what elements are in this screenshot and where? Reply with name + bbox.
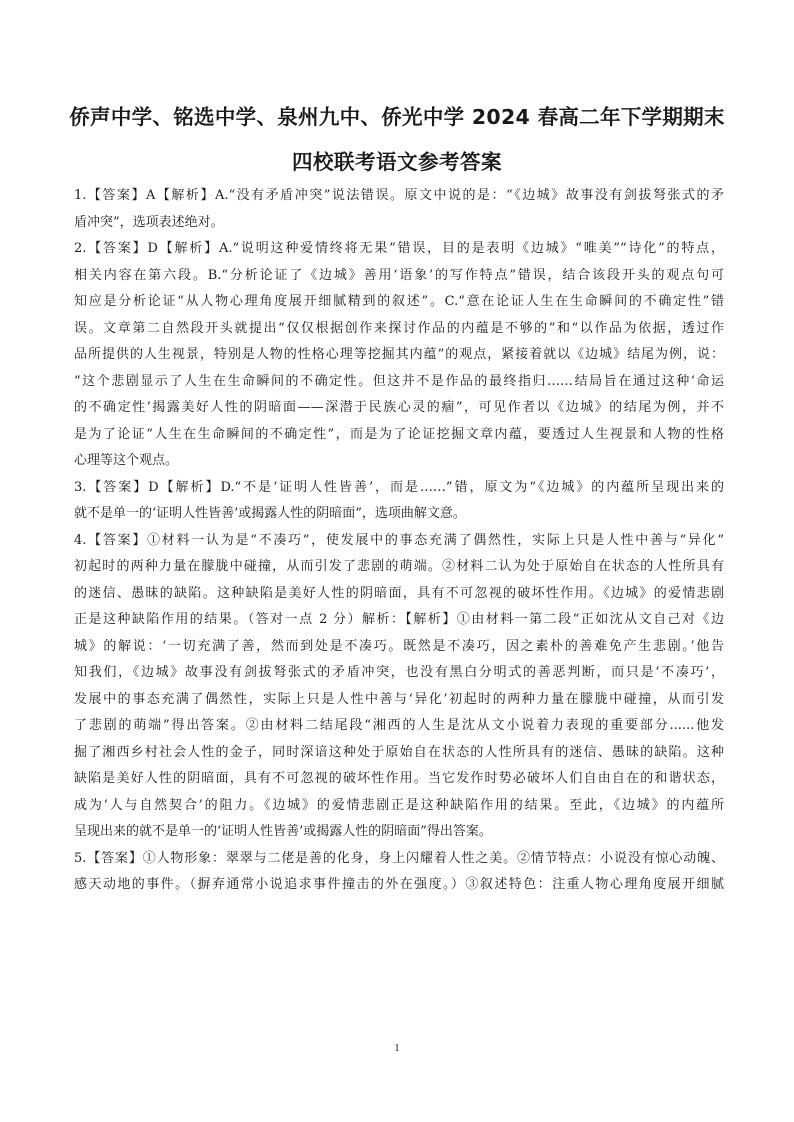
text-line: 了悲剧的萌端”得出答案。②由材料二结尾段“湘西的人生是沈从文小说着力表现的重要部分......他发 bbox=[74, 718, 724, 733]
text-line: 缺陷是美好人性的阴暗面，具有不可忽视的破坏性作用。当它发作时势必破坏人们自由自在的和谐状态， bbox=[74, 771, 724, 786]
text-line: 3.【答案】D【解析】D.“不是‘证明人性皆善’，而是……”错，原文为“《边城》的内蕴所呈现出来的 bbox=[74, 479, 724, 495]
text-line: 是为了论证“人生在生命瞬间的不确定性”，而是为了论证挖掘文章内蕴，要透过人生视景和人物的性格 bbox=[74, 426, 724, 442]
text-line: “这个悲剧显示了人生在生命瞬间的不确定性。但这并不是作品的最终指归……结局旨在通过这种‘命运 bbox=[74, 373, 724, 389]
text-line: 知应是分析论证“从人物心理角度展开细腻精到的叙述”。C.“意在论证人生在生命瞬间的不确定性”错 bbox=[74, 294, 724, 309]
answer-list bbox=[74, 183, 724, 899]
text-line: 成为‘人与自然契合’的阻力。《边城》的爱情悲剧正是这种缺陷作用的结果。至此，《边城》的内蕴所 bbox=[74, 797, 724, 813]
text-line: 4.【答案】①材料一认为是“不凑巧”，使发展中的事态充满了偶然性，实际上只是人性中善与“异化” bbox=[74, 532, 724, 548]
text-line: 的不确定性’揭露美好人性的阴暗面——深潜于民族心灵的痼”，可见作者以《边城》的结尾为例，并不 bbox=[74, 400, 724, 415]
page-number: 1 bbox=[394, 1042, 400, 1054]
answer-item-3 bbox=[74, 475, 724, 528]
document-title: 侨声中学、铭选中学、泉州九中、侨光中学 2024 春高二年下学期期末 bbox=[69, 105, 725, 129]
text-line: 掘了湘西乡村社会人性的金子，同时深谙这种处于原始自在状态的人性所具有的迷信、愚昧的缺陷。这种 bbox=[74, 744, 724, 760]
text-line: 相关内容在第六段。B.“分析论证了《边城》善用‘语象’的写作特点”错误，结合该段开头的观点句可 bbox=[74, 267, 724, 283]
text-line: 2.【答案】D【解析】A.“说明这种爱情终将无果”错误，目的是表明《边城》“唯美”“诗化”的特点， bbox=[74, 241, 724, 256]
text-line: 心理等这个观点。 bbox=[74, 453, 179, 468]
text-line: 的迷信、愚昧的缺陷。这种缺陷是美好人性的阴暗面，具有不可忽视的破坏性作用。《边城》的爱情悲剧 bbox=[74, 585, 724, 601]
answer-item-5 bbox=[74, 846, 724, 899]
answer-item-1 bbox=[74, 183, 724, 236]
text-line: 发展中的事态充满了偶然性，实际上只是人性中善与‘异化’初起时的两种力量在朦胧中碰撞，从而引发 bbox=[74, 691, 724, 707]
text-line: 1.【答案】A【解析】A.“没有矛盾冲突”说法错误。原文中说的是：“《边城》故事没有剑拔弩张式的矛 bbox=[74, 188, 724, 203]
text-line: 知我们，《边城》故事没有剑拔弩张式的矛盾冲突，也没有黑白分明式的善恶判断，而只是‘不凑巧’， bbox=[74, 665, 724, 680]
text-line: 5.【答案】①人物形象：翠翠与二佬是善的化身，身上闪耀着人性之美。②情节特点：小说没有惊心动魄、 bbox=[74, 850, 724, 866]
text-line: 呈现出来的就不是单一的‘证明人性皆善’或揭露人性的阴暗面”得出答案。 bbox=[74, 824, 492, 839]
document-subtitle: 四校联考语文参考答案 bbox=[292, 150, 502, 174]
text-line: 盾冲突”，选项表述绝对。 bbox=[74, 214, 224, 230]
answer-item-4 bbox=[74, 528, 724, 846]
text-line: 就不是单一的‘证明人性皆善’或揭露人性的阴暗面”，选项曲解文意。 bbox=[74, 506, 466, 521]
answer-item-2 bbox=[74, 236, 724, 475]
text-line: 初起时的两种力量在朦胧中碰撞，从而引发了悲剧的萌端。②材料二认为处于原始自在状态的人性所具有 bbox=[74, 559, 724, 574]
text-line: 城》的解说：‘一切充满了善，然而到处是不凑巧。既然是不凑巧，因之素朴的善难免产生悲剧。’他告 bbox=[74, 638, 724, 654]
text-line: 品所提供的人生视景，特别是人物的性格心理等挖掘其内蕴”的观点，紧接着就以《边城》结尾为例，说： bbox=[74, 347, 724, 362]
text-line: 感天动地的事件。（摒弃通常小说追求事件撞击的外在强度。）③叙述特色：注重人物心理角度展开细腻 bbox=[74, 877, 724, 892]
text-line: 正是这种缺陷作用的结果。（答对一点 2 分）解析：【解析】①由材料一第二段“正如沈从文自己对《边 bbox=[74, 612, 724, 627]
text-line: 误。文章第二自然段开头就提出“仅仅根据创作来探讨作品的内蕴是不够的”和“以作品为依据，透过作 bbox=[74, 320, 724, 336]
